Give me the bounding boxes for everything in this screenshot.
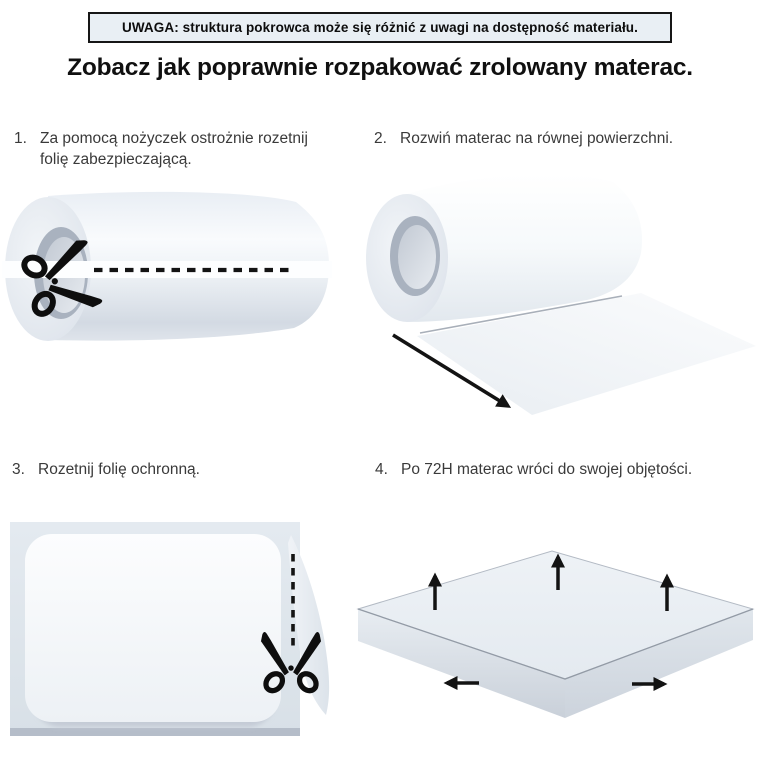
step-1-number: 1. bbox=[14, 130, 27, 147]
step-3-caption bbox=[12, 459, 342, 480]
step-4-number: 4. bbox=[375, 461, 388, 478]
step-2-caption bbox=[374, 128, 756, 149]
step-2-number: 2. bbox=[374, 130, 387, 147]
mattress bbox=[25, 534, 281, 722]
illustration-cut-protective-foil bbox=[0, 513, 345, 760]
foil-bottom-shadow bbox=[10, 728, 300, 736]
step-2-text: Rozwiń materac na równej powierzchni. bbox=[400, 130, 674, 147]
notice-banner bbox=[88, 12, 672, 43]
illustration-mattress-expanding bbox=[355, 528, 760, 760]
illustration-unrolling-mattress bbox=[360, 163, 760, 435]
notice-banner-text: UWAGA: struktura pokrowca może się różnić z uwagi na dostępność materiału. bbox=[121, 20, 638, 35]
step-1-text: Za pomocą nożyczek ostrożnie rozetnij folię zabezpieczającą. bbox=[40, 130, 308, 168]
illustration-rolled-mattress-cut bbox=[0, 186, 340, 436]
step-3-number: 3. bbox=[12, 461, 25, 478]
step-4-text: Po 72H materac wróci do swojej objętości. bbox=[401, 461, 693, 478]
step-4-caption bbox=[375, 459, 759, 480]
step-1-caption bbox=[14, 128, 334, 170]
roll-hole bbox=[398, 225, 436, 289]
page-title: Zobacz jak poprawnie rozpakować zrolowany materac. bbox=[67, 54, 693, 81]
step-3-text: Rozetnij folię ochronną. bbox=[38, 461, 200, 478]
